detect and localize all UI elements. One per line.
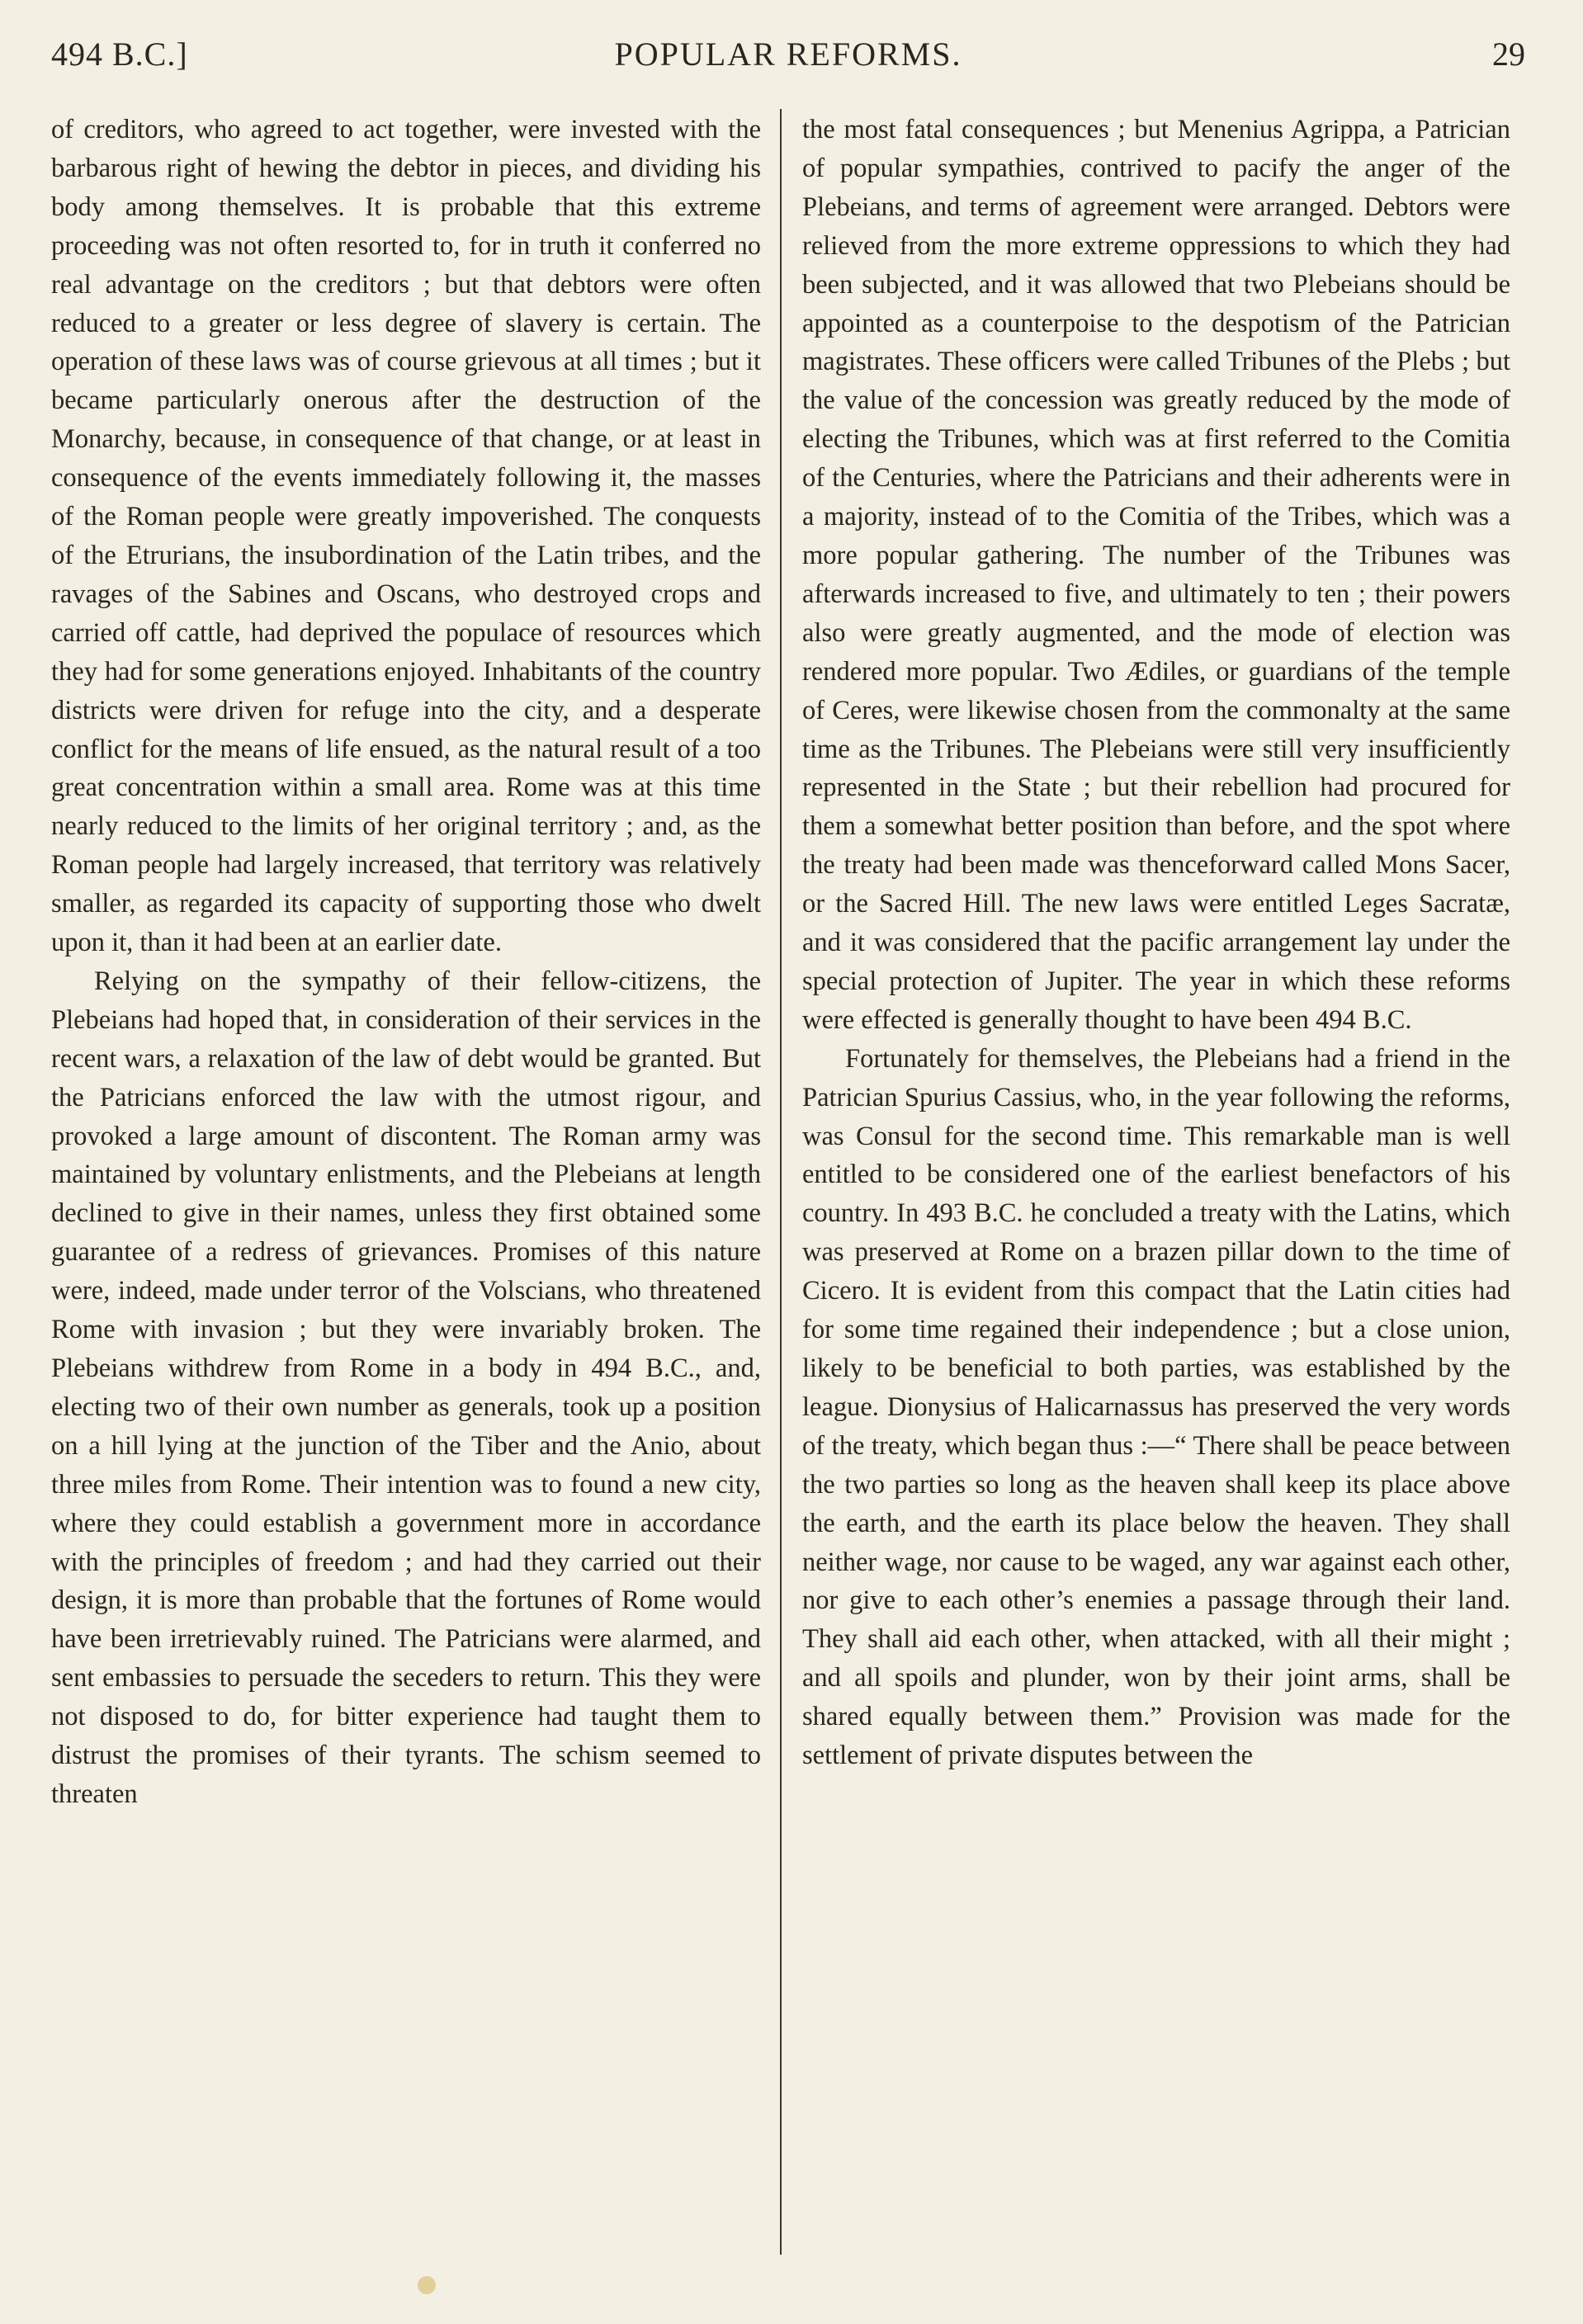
left-column: [51, 111, 761, 1814]
column-divider: [780, 109, 782, 2255]
paragraph: the most fatal consequences ; but Menenius Agrippa, a Patrician of popular sympathies, contrived to pacify the anger of the Plebeians, and terms of agreement were arranged. Debtors were relieved from the more extreme oppressions to which they had been subjected, and it was allowed that two Plebeians should be appointed as a counterpoise to the despotism of the Patrician magistrates. These officers were called Tribunes of the Plebs ; but the value of the concession was greatly reduced by the mode of electing the Tribunes, which was at first referred to the Comitia of the Centuries, where the Patricians and their adherents were in a majority, instead of to the Comitia of the Tribes, which was a more popular gathering. The number of the Tribunes was afterwards increased to five, and ultimately to ten ; their powers also were greatly augmented, and the mode of election was rendered more popular. Two Ædiles, or guardians of the temple of Ceres, were likewise chosen from the commonalty at the same time as the Tribunes. The Plebeians were still very insufficiently represented in the State ; but their rebellion had procured for them a somewhat better position than before, and the spot where the treaty had been made was thenceforward called Mons Sacer, or the Sacred Hill. The new laws were entitled Leges Sacratæ, and it was considered that the pacific arrangement lay under the special protection of Jupiter. The year in which these reforms were effected is generally thought to have been 494 B.C.: [802, 115, 1510, 1035]
page-number: 29: [1492, 35, 1525, 73]
paragraph: Relying on the sympathy of their fellow-citizens, the Plebeians had hoped that, in consideration of their services in the recent wars, a relaxation of the law of debt would be granted. But the Patricians enforced the law with the utmost rigour, and provoked a large amount of discontent. The Roman army was maintained by voluntary enlistments, and the Plebeians at length declined to give in their names, unless they first obtained some guarantee of a redress of grievances. Promises of this nature were, indeed, made under terror of the Volscians, who threatened Rome with invasion ; but they were invariably broken. The Plebeians withdrew from Rome in a body in 494 B.C., and, electing two of their own number as generals, took up a position on a hill lying at the junction of the Tiber and the Anio, about three miles from Rome. Their intention was to found a new city, where they could establish a government more in accordance with the principles of freedom ; and had they carried out their design, it is more than probable that the fortunes of Rome would have been irretrievably ruined. The Patricians were alarmed, and sent embassies to persuade the seceders to return. This they were not disposed to do, for bitter experience had taught them to distrust the promises of their tyrants. The schism seemed to threaten: [51, 966, 761, 1809]
page-title: POPULAR REFORMS.: [614, 35, 962, 73]
paragraph: Fortunately for themselves, the Plebeians had a friend in the Patrician Spurius Cassius, who, in the year following the reforms, was Consul for the second time. This remarkable man is well entitled to be considered one of the earliest benefactors of his country. In 493 B.C. he concluded a treaty with the Latins, which was preserved at Rome on a brazen pillar down to the time of Cicero. It is evident from this compact that the Latin cities had for some time regained their independence ; but a close union, likely to be beneficial to both parties, was established by the league. Dionysius of Halicarnassus has preserved the very words of the treaty, which began thus :—“ There shall be peace between the two parties so long as the heaven shall keep its place above the earth, and the earth its place below the heaven. They shall neither wage, nor cause to be waged, any war against each other, nor give to each other’s enemies a passage through their land. They shall aid each other, when attacked, with all their might ; and all spoils and plunder, won by their joint arms, shall be shared equally between them.” Provision was made for the settlement of private disputes between the: [802, 1043, 1510, 1771]
header-date: 494 B.C.]: [51, 35, 188, 73]
running-header: [51, 35, 1525, 84]
paragraph: of creditors, who agreed to act together, were invested with the barbarous right of hewing the debtor in pieces, and dividing his body among themselves. It is probable that this extreme proceeding was not often resorted to, for in truth it conferred no real advantage on the creditors ; but that debtors were often reduced to a greater or less degree of slavery is certain. The operation of these laws was of course grievous at all times ; but it became particularly onerous after the destruction of the Monarchy, because, in consequence of that change, or at least in consequence of the events immediately following it, the masses of the Roman people were greatly impoverished. The conquests of the Etrurians, the insubordination of the Latin tribes, and the ravages of the Sabines and Oscans, who destroyed crops and carried off cattle, had deprived the populace of resources which they had for some generations enjoyed. Inhabitants of the country districts were driven for refuge into the city, and a desperate conflict for the means of life ensued, as the natural result of a too great concentration within a small area. Rome was at this time nearly reduced to the limits of her original territory ; and, as the Roman people had largely increased, that territory was relatively smaller, as regarded its capacity of supporting those who dwelt upon it, than it had been at an earlier date.: [51, 115, 761, 958]
right-column: [802, 111, 1510, 1775]
paper-stain: [418, 2276, 436, 2294]
